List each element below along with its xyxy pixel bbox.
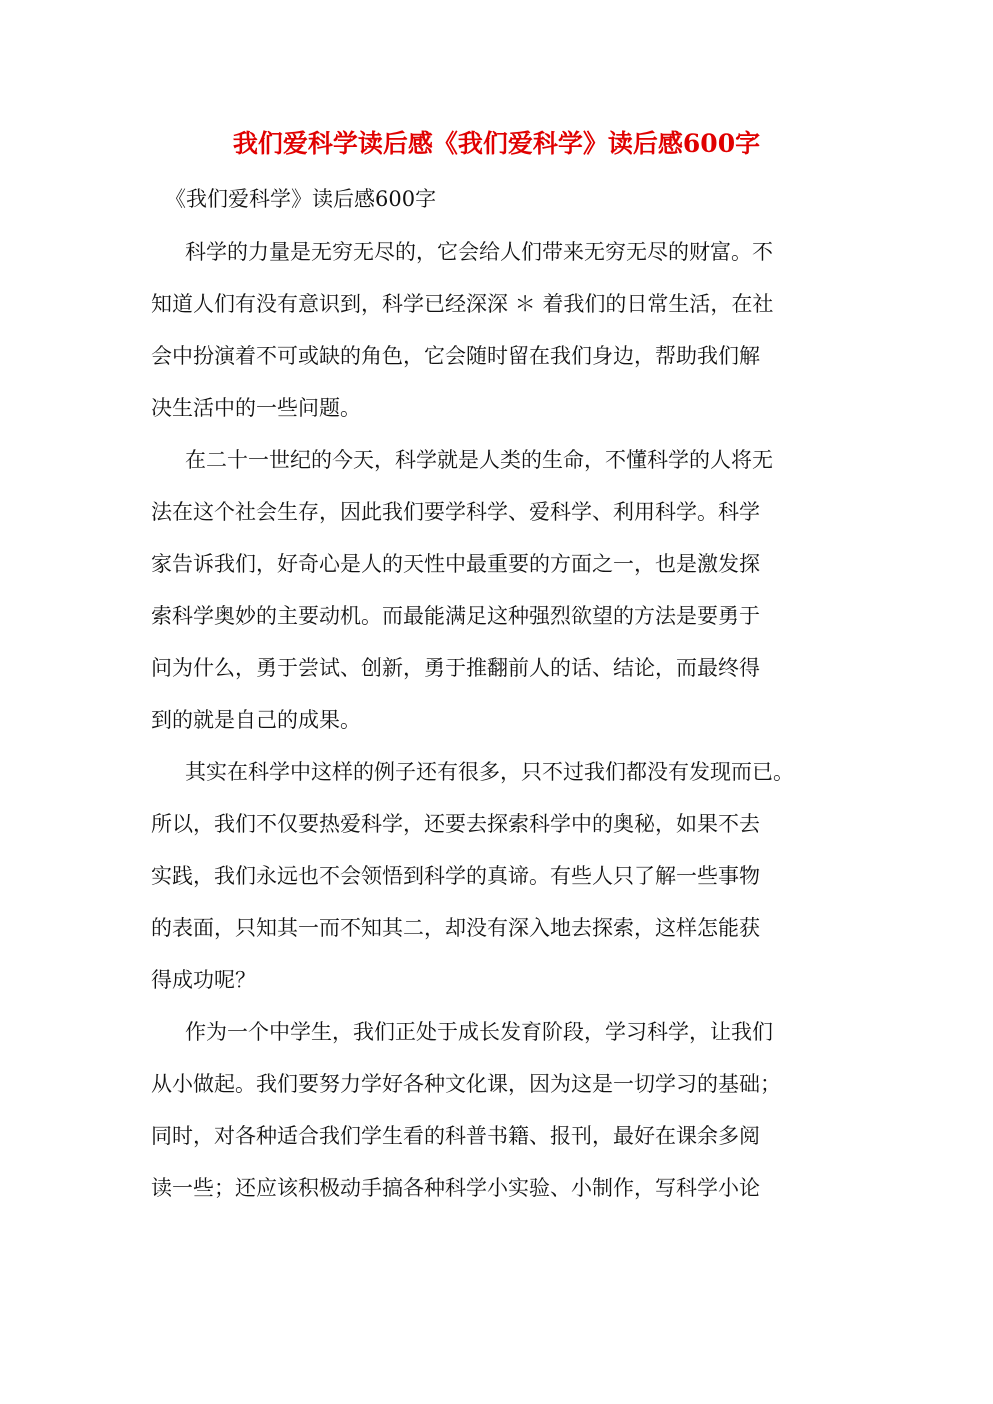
paragraph-line: 科学的力量是无穷无尽的，它会给人们带来无穷无尽的财富。不 — [185, 240, 773, 264]
paragraph-line: 得成功呢？ — [151, 968, 256, 992]
paragraph-line: 读一些；还应该积极动手搞各种科学小实验、小制作，写科学小论 — [151, 1176, 760, 1200]
paragraph-line: 的表面，只知其一而不知其二，却没有深入地去探索，这样怎能获 — [151, 916, 760, 940]
paragraph-line: 知道人们有没有意识到，科学已经深深 ＊ 着我们的日常生活，在社 — [151, 292, 774, 316]
paragraph-line: 从小做起。我们要努力学好各种文化课，因为这是一切学习的基础； — [151, 1072, 781, 1096]
document-title: 我们爱科学读后感《我们爱科学》读后感600字 — [232, 129, 761, 158]
paragraph-line: 索科学奥妙的主要动机。而最能满足这种强烈欲望的方法是要勇于 — [151, 604, 760, 628]
paragraph-line: 问为什么，勇于尝试、创新，勇于推翻前人的话、结论，而最终得 — [151, 656, 760, 680]
paragraph-line: 所以，我们不仅要热爱科学，还要去探索科学中的奥秘，如果不去 — [151, 812, 760, 836]
paragraph-line: 在二十一世纪的今天，科学就是人类的生命，不懂科学的人将无 — [185, 448, 773, 472]
document-subtitle: 《我们爱科学》读后感600字 — [165, 187, 437, 211]
paragraph-line: 作为一个中学生，我们正处于成长发育阶段，学习科学，让我们 — [185, 1020, 773, 1044]
paragraph-line: 其实在科学中这样的例子还有很多，只不过我们都没有发现而已。 — [185, 760, 794, 784]
paragraph-line: 到的就是自己的成果。 — [151, 708, 361, 732]
paragraph-line: 同时，对各种适合我们学生看的科普书籍、报刊，最好在课余多阅 — [151, 1124, 760, 1148]
paragraph-line: 实践，我们永远也不会领悟到科学的真谛。有些人只了解一些事物 — [151, 864, 760, 888]
paragraph-line: 家告诉我们，好奇心是人的天性中最重要的方面之一，也是激发探 — [151, 552, 760, 576]
paragraph-line: 法在这个社会生存，因此我们要学科学、爱科学、利用科学。科学 — [151, 500, 760, 524]
paragraph-line: 会中扮演着不可或缺的角色，它会随时留在我们身边，帮助我们解 — [151, 344, 760, 368]
paragraph-line: 决生活中的一些问题。 — [151, 396, 361, 420]
